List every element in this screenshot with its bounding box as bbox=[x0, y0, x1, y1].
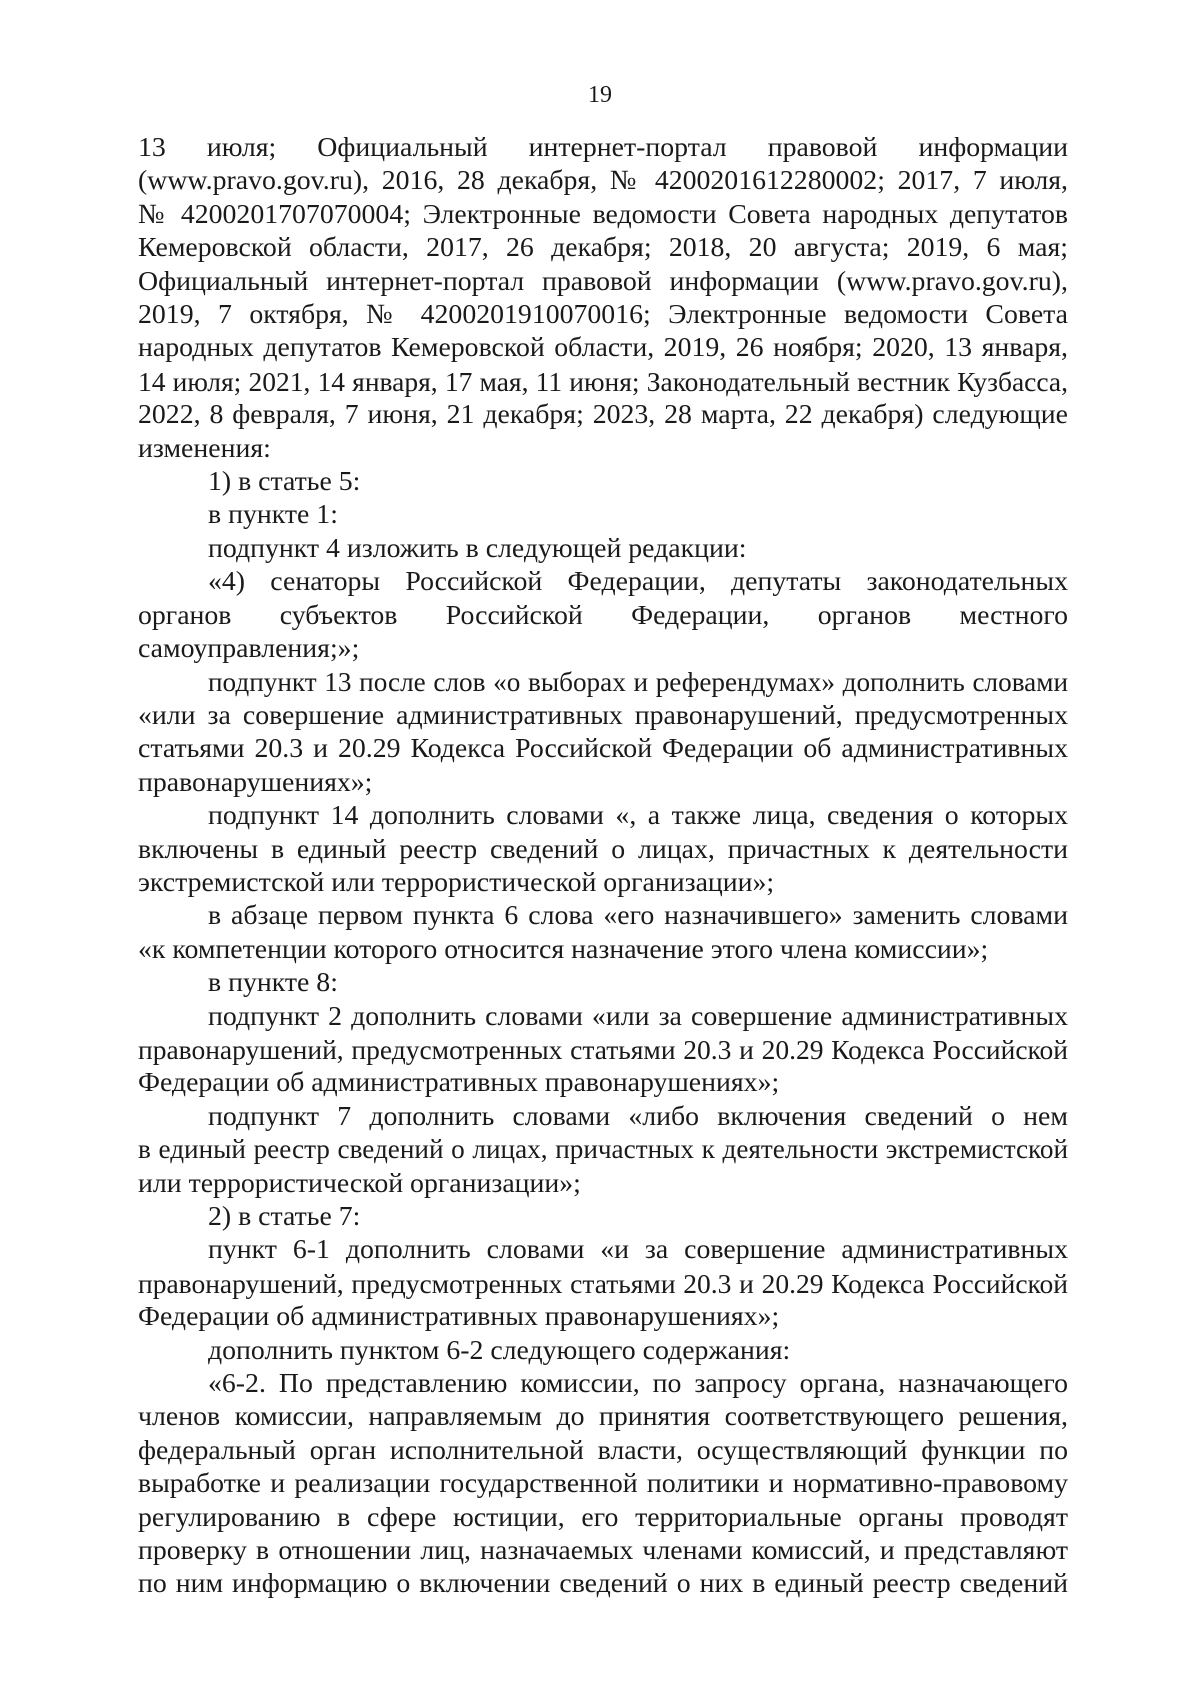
text-line: «4) сенаторы Российской Федерации, депутаты законодательных bbox=[208, 566, 1068, 598]
page-number: 19 bbox=[588, 82, 612, 108]
text-line: дополнить пунктом 6-2 следующего содержания: bbox=[208, 1334, 791, 1366]
text-line: «к компетенции которого относится назначение этого члена комиссии»; bbox=[138, 933, 989, 965]
text-line: подпункт 2 дополнить словами «или за совершение административных bbox=[208, 1000, 1068, 1032]
text-line: 2) в статье 7: bbox=[208, 1201, 361, 1232]
text-line: пункт 6-1 дополнить словами «и за совершение административных bbox=[208, 1234, 1068, 1266]
text-line: Кемеровской области, 2017, 26 декабря; 2018, 20 августа; 2019, 6 мая; bbox=[138, 232, 1068, 264]
text-line: 13 июля; Официальный интернет-портал правовой информации bbox=[138, 132, 1068, 163]
text-line: или террористической организации»; bbox=[138, 1167, 581, 1199]
document-body bbox=[138, 131, 1068, 1601]
text-line: проверку в отношении лиц, назначаемых членами комиссий, и представляют bbox=[138, 1535, 1068, 1567]
text-line: органов субъектов Российской Федерации, органов местного bbox=[138, 599, 1068, 631]
text-line: Федерации об административных правонарушениях»; bbox=[138, 1301, 780, 1333]
text-line: Официальный интернет-портал правовой информации (www.pravo.gov.ru), bbox=[138, 265, 1068, 297]
text-line: 14 июля; 2021, 14 января, 17 мая, 11 июня; Законодательный вестник Кузбасса, bbox=[138, 365, 1068, 397]
text-line: 2022, 8 февраля, 7 июня, 21 декабря; 2023, 28 марта, 22 декабря) следующие bbox=[138, 399, 1068, 431]
text-line: подпункт 4 изложить в следующей редакции: bbox=[208, 532, 747, 564]
text-line: подпункт 14 дополнить словами «, а также лица, сведения о которых bbox=[208, 800, 1068, 832]
text-line: статьями 20.3 и 20.29 Кодекса Российской Федерации об административных bbox=[138, 733, 1068, 765]
text-line: (www.pravo.gov.ru), 2016, 28 декабря, № 4200201612280002; 2017, 7 июля, bbox=[138, 165, 1068, 197]
text-line: в единый реестр сведений о лицах, причастных к деятельности экстремистской bbox=[138, 1134, 1068, 1165]
text-line: подпункт 7 дополнить словами «либо включения сведений о нем bbox=[208, 1100, 1068, 1132]
text-line: регулированию в сфере юстиции, его территориальные органы проводят bbox=[138, 1501, 1068, 1533]
text-line: изменения: bbox=[138, 432, 271, 464]
text-line: правонарушений, предусмотренных статьями 20.3 и 20.29 Кодекса Российской bbox=[138, 1267, 1068, 1299]
text-line: правонарушениях»; bbox=[138, 766, 373, 798]
text-line: Федерации об административных правонарушениях»; bbox=[138, 1067, 780, 1099]
text-line: по ним информацию о включении сведений о них в единый реестр сведений bbox=[138, 1568, 1068, 1600]
text-line: 1) в статье 5: bbox=[208, 466, 361, 498]
text-line: самоуправления;»; bbox=[138, 633, 360, 665]
text-line: включены в единый реестр сведений о лицах, причастных к деятельности bbox=[138, 833, 1068, 865]
text-line: в пункте 1: bbox=[208, 499, 338, 531]
text-line: федеральный орган исполнительной власти, осуществляющий функции по bbox=[138, 1434, 1068, 1466]
text-line: выработке и реализации государственной политики и нормативно-правовому bbox=[138, 1468, 1068, 1500]
text-line: № 4200201707070004; Электронные ведомости Совета народных депутатов bbox=[138, 198, 1068, 230]
text-line: в абзаце первом пункта 6 слова «его назначившего» заменить словами bbox=[208, 900, 1068, 932]
text-line: членов комиссии, направляемым до принятия соответствующего решения, bbox=[138, 1401, 1068, 1433]
text-line: экстремистской или террористической организации»; bbox=[138, 866, 775, 898]
text-line: «или за совершение административных правонарушений, предусмотренных bbox=[138, 699, 1068, 731]
text-line: народных депутатов Кемеровской области, 2019, 26 ноября; 2020, 13 января, bbox=[138, 332, 1068, 364]
text-line: «6-2. По представлению комиссии, по запросу органа, назначающего bbox=[208, 1368, 1068, 1400]
text-line: правонарушений, предусмотренных статьями 20.3 и 20.29 Кодекса Российской bbox=[138, 1033, 1068, 1065]
text-line: в пункте 8: bbox=[208, 967, 338, 999]
text-line: подпункт 13 после слов «о выборах и референдумах» дополнить словами bbox=[208, 666, 1068, 697]
text-line: 2019, 7 октября, № 4200201910070016; Электронные ведомости Совета bbox=[138, 299, 1068, 331]
